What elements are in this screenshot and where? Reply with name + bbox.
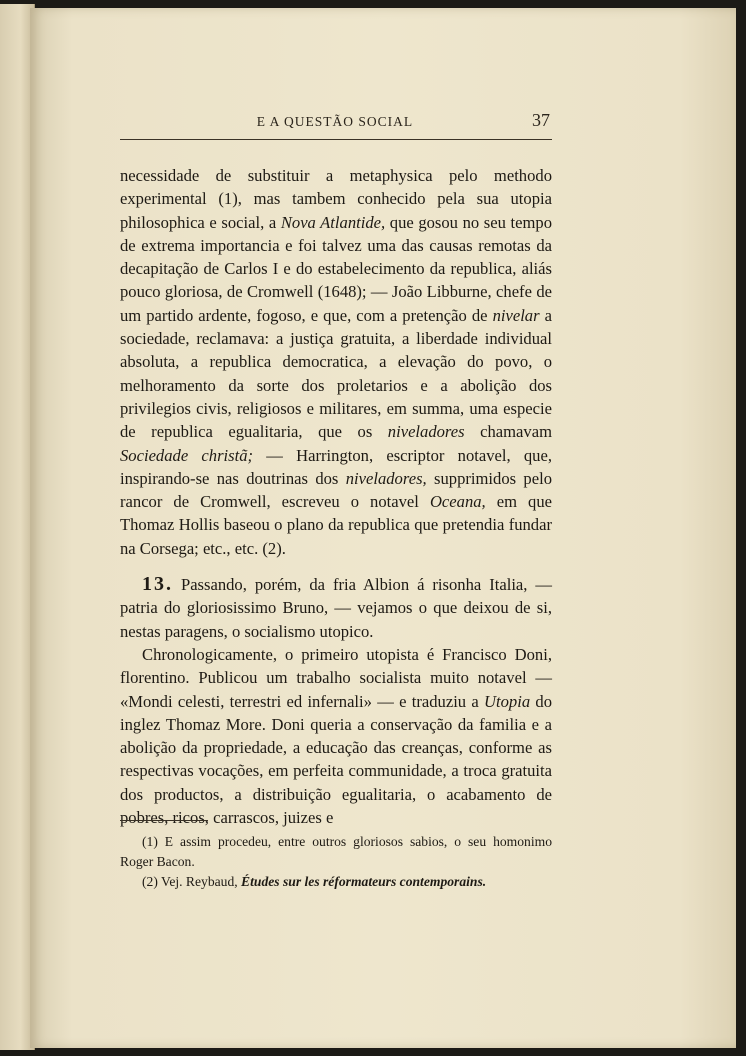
- text-run: Chronologicamente, o primeiro utopista é Francisco Doni, florentino. Publicou um trabalho socialista muito notavel — «Mondi celesti, terrestri ed infernali» — e traduziu a: [120, 644, 552, 711]
- text-run: (2) Vej. Reybaud,: [142, 874, 242, 889]
- header-rule: [120, 139, 552, 140]
- text-run: que gosou no seu tempo de extrema importancia e foi talvez uma das causas remotas da decapitação de Carlos I e do estabelecimento da republica, aliás pouco gloriosa, de Cromwell (1648); — João Libburne, chefe de um partido ardente, fogoso, e que, com a pretenção de: [120, 212, 552, 325]
- paragraph-3: [120, 643, 552, 829]
- text-run: em que Thomaz Hollis baseou o plano da republica que pretendia fundar na Corsega; etc., etc. (2).: [120, 492, 553, 558]
- text-run: supprimidos pelo rancor de Cromwell, escreveu o notavel: [120, 468, 552, 512]
- italic-title: Nova Atlantide,: [280, 212, 386, 232]
- paragraph-2: [120, 573, 552, 643]
- text-run: — Harrington, escriptor notavel, que, inspirando-se nas doutrinas dos: [120, 445, 552, 488]
- footnote-1: (1) E assim procedeu, entre outros gloriosos sabios, o seu homonimo Roger Bacon.: [120, 834, 552, 869]
- page-header: [120, 110, 550, 136]
- italic-title: Études sur les réformateurs contemporains.: [241, 874, 487, 889]
- italic-word: nivelar: [492, 305, 540, 325]
- text-run: chamavam: [464, 422, 552, 442]
- italic-title: Sociedade christã;: [120, 445, 254, 465]
- running-title: E A QUESTÃO SOCIAL: [256, 114, 414, 129]
- text-run: necessidade de substituir a metaphysica pelo methodo experimental (1), mas tambem conhecido pela sua utopia philosophica e social, a: [120, 166, 552, 232]
- body-text: [120, 164, 552, 829]
- text-run: Passando, porém, da fria Albion á risonha Italia, — patria do gloriosissimo Bruno, — vejamos o que deixou de si, nestas paragens, o socialismo utopico.: [120, 575, 552, 641]
- italic-title: Utopia: [484, 691, 531, 711]
- footnote-rule: [120, 820, 208, 821]
- italic-title: Oceana,: [429, 492, 486, 512]
- section-number: 13.: [142, 573, 173, 596]
- paragraph-1: [120, 164, 552, 560]
- page-number: 37: [532, 110, 550, 130]
- italic-word: niveladores,: [345, 468, 427, 488]
- footnote-2: [120, 872, 552, 892]
- text-run: do inglez Thomaz More. Doni queria a conservação da familia e a abolição da propriedade, a educação das creanças, conforme as respectivas vocações, em perfeita communidade, a troca gratuita dos productos, a distribuição egualitaria, o acabamento de pobres, ricos, carrascos, juizes e: [120, 691, 552, 828]
- footnotes: [120, 832, 552, 892]
- italic-word: niveladores: [387, 422, 465, 442]
- text-run: a sociedade, reclamava: a justiça gratuita, a liberdade individual absoluta, a republica democratica, a elevação do povo, o melhoramento da sorte dos proletarios e a abolição dos privilegios civis, religiosos e militares, em summa, uma especie de republica egualitaria, que os: [120, 305, 552, 442]
